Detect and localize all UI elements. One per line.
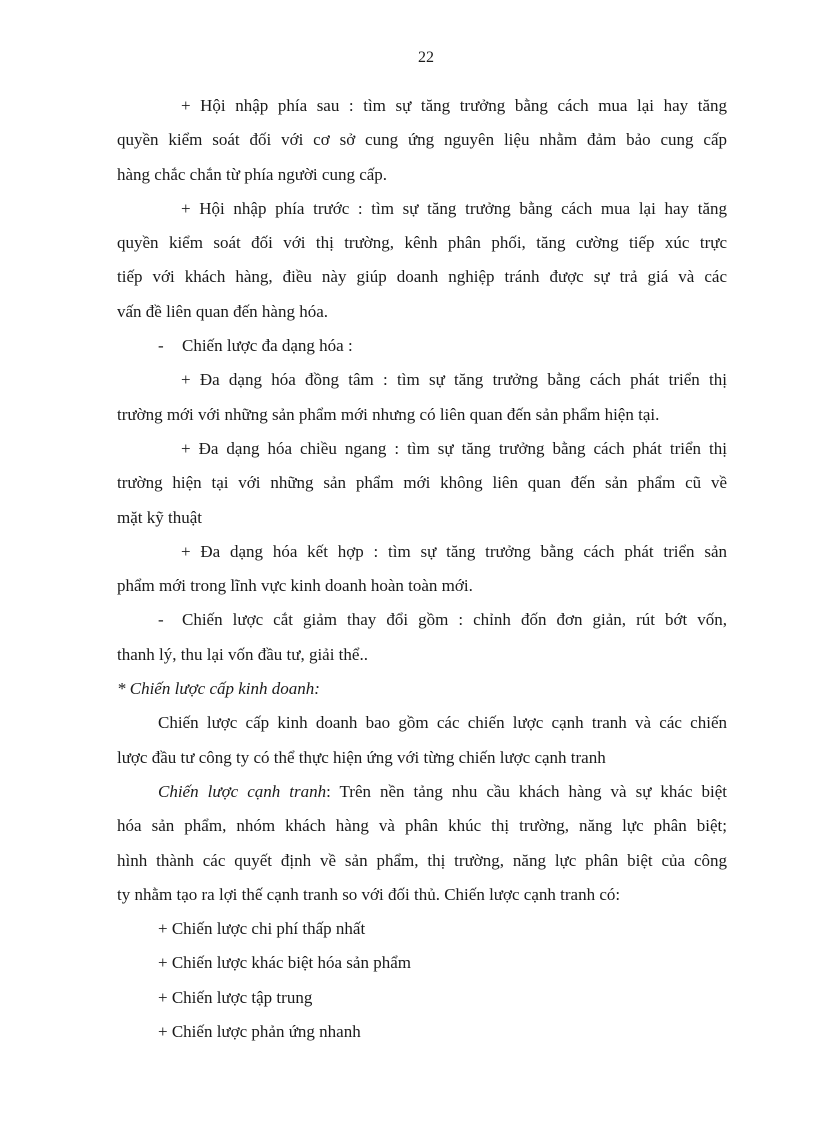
bullet-text: Chiến lược đa dạng hóa : xyxy=(182,336,353,356)
text-line: phẩm mới trong lĩnh vực kinh doanh hoàn toàn mới. xyxy=(117,576,473,596)
text-line: quyền kiểm soát đối với cơ sở cung ứng nguyên liệu nhằm đảm bảo cung cấp xyxy=(117,130,727,150)
section-heading: * Chiến lược cấp kinh doanh: xyxy=(117,679,320,699)
text-line: mặt kỹ thuật xyxy=(117,507,202,527)
bullet-line xyxy=(117,603,727,637)
term-label: Chiến lược cạnh tranh xyxy=(158,781,327,801)
text-line: ty nhằm tạo ra lợi thế cạnh tranh so với đối thủ. Chiến lược cạnh tranh có: xyxy=(117,884,621,904)
text-line: trường hiện tại với những sản phẩm mới không liên quan đến sản phẩm cũ về xyxy=(117,473,727,493)
dash-bullet: - xyxy=(158,610,164,630)
text-line: tiếp với khách hàng, điều này giúp doanh nghiệp tránh được sự trả giá và các xyxy=(117,267,727,287)
text-line: quyền kiểm soát đối với thị trường, kênh phân phối, tăng cường tiếp xúc trực xyxy=(117,233,727,253)
list-item: + Chiến lược phản ứng nhanh xyxy=(158,1022,361,1042)
bullet-text: Chiến lược cắt giảm thay đổi gồm : chỉnh đốn đơn giản, rút bớt vốn, xyxy=(182,610,727,630)
text-line: thanh lý, thu lại vốn đầu tư, giải thể.. xyxy=(117,644,368,664)
text-line: hóa sản phẩm, nhóm khách hàng và phân khúc thị trường, năng lực phân biệt; xyxy=(117,816,727,836)
text-line: vấn đề liên quan đến hàng hóa. xyxy=(117,301,329,321)
text-line: lược đầu tư công ty có thể thực hiện ứng với từng chiến lược cạnh tranh xyxy=(117,747,606,767)
bullet-line xyxy=(117,329,727,363)
text-line: + Hội nhập phía trước : tìm sự tăng trưởng bằng cách mua lại hay tăng xyxy=(181,198,727,218)
list-item: + Chiến lược chi phí thấp nhất xyxy=(158,919,366,939)
text-line: + Đa dạng hóa đồng tâm : tìm sự tăng trưởng bằng cách phát triển thị xyxy=(181,370,727,390)
text-line: hàng chắc chắn từ phía người cung cấp. xyxy=(117,164,388,184)
text-line: Chiến lược cấp kinh doanh bao gồm các chiến lược cạnh tranh và các chiến xyxy=(158,713,727,733)
text-line: + Hội nhập phía sau : tìm sự tăng trưởng bằng cách mua lại hay tăng xyxy=(181,96,727,115)
text-line: + Đa dạng hóa kết hợp : tìm sự tăng trưởng bằng cách phát triển sản xyxy=(181,541,727,561)
text-line: + Đa dạng hóa chiều ngang : tìm sự tăng trưởng bằng cách phát triển thị xyxy=(181,438,727,458)
page-body xyxy=(117,89,727,1049)
text-line: trường mới với những sản phẩm mới nhưng có liên quan đến sản phẩm hiện tại. xyxy=(117,404,660,424)
list-item: + Chiến lược khác biệt hóa sản phẩm xyxy=(158,953,411,973)
page-number: 22 xyxy=(418,49,434,66)
text-line xyxy=(117,775,727,809)
dash-bullet: - xyxy=(158,336,164,356)
text-line: hình thành các quyết định về sản phẩm, thị trường, năng lực phân biệt của công xyxy=(117,850,727,870)
list-item: + Chiến lược tập trung xyxy=(158,987,313,1007)
term-text: : Trên nền tảng nhu cầu khách hàng và sự khác biệt xyxy=(326,781,727,801)
